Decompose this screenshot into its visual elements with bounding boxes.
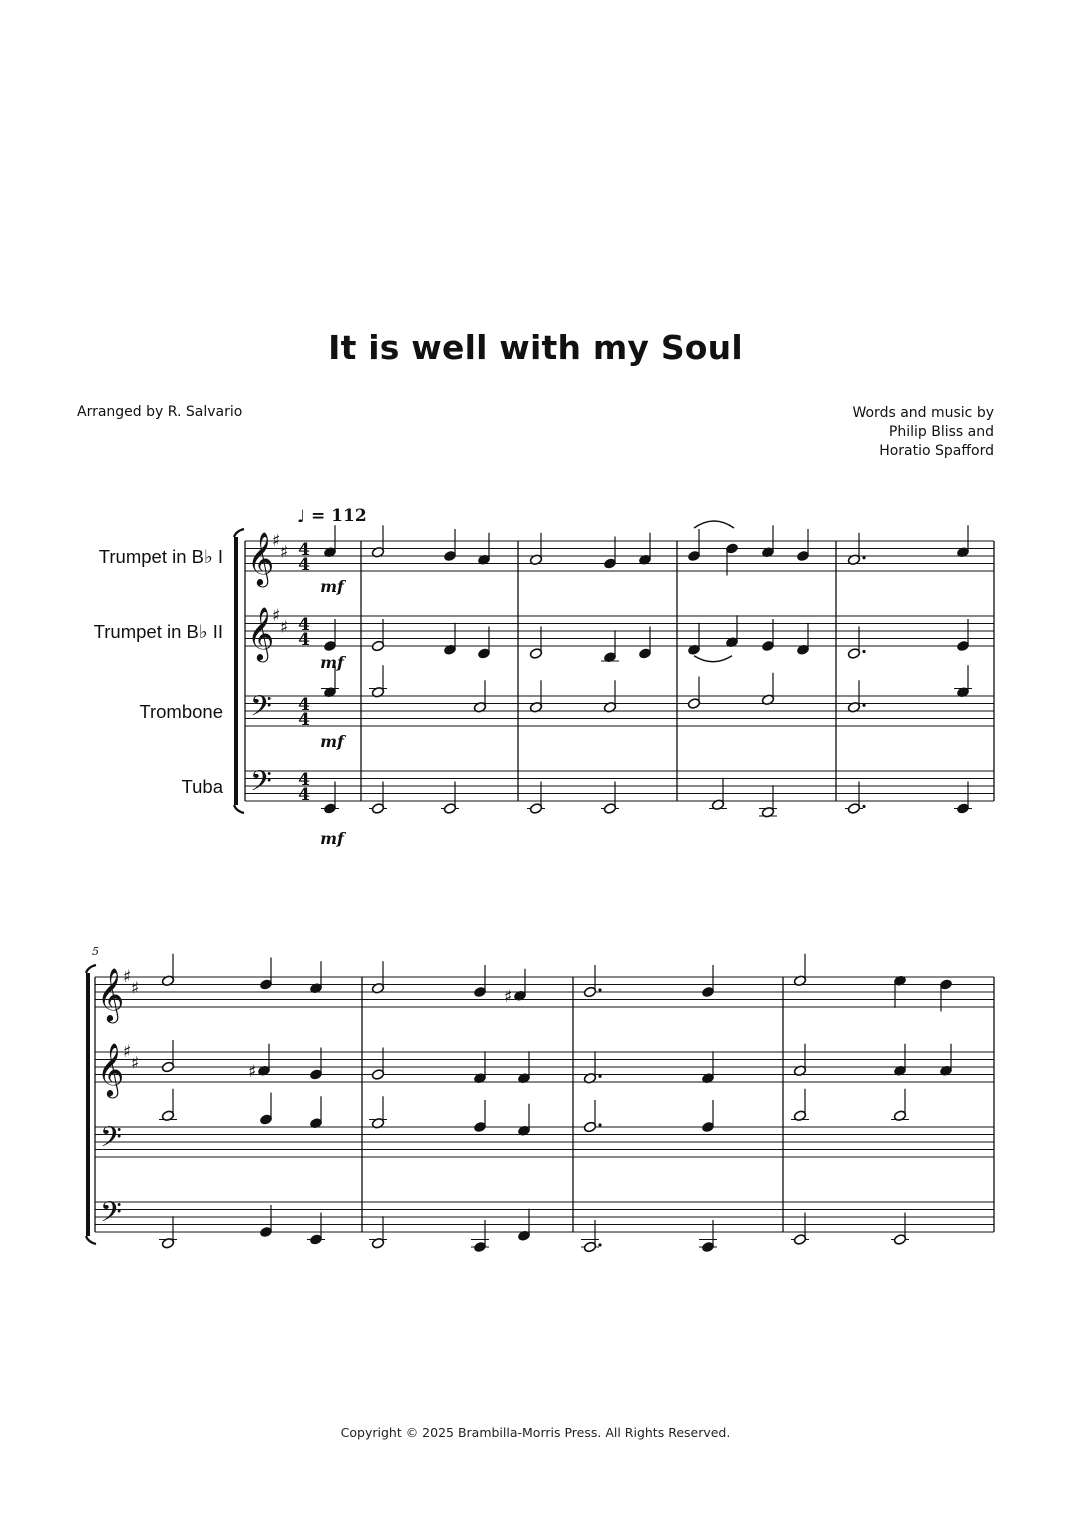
time-signature-denominator: 4	[298, 630, 310, 650]
key-signature-sharp-icon: ♯	[280, 617, 289, 638]
treble-clef-icon: 𝄞	[97, 1042, 125, 1096]
bracket-cap	[234, 529, 244, 537]
bracket-cap	[86, 965, 96, 973]
system-bracket	[86, 973, 90, 1236]
note-dot	[862, 805, 865, 808]
note-dot	[598, 1243, 601, 1246]
instrument-label-trumpet-1: Trumpet in B♭ I	[98, 546, 223, 567]
dynamic-marking: mf	[320, 577, 344, 596]
key-signature-sharp-icon: ♯	[131, 978, 140, 999]
treble-clef-icon: 𝄞	[247, 606, 275, 660]
piece-title: It is well with my Soul	[328, 328, 743, 367]
note-dot	[598, 1075, 601, 1078]
instrument-label-trombone: Trombone	[139, 701, 223, 722]
key-signature-sharp-icon: ♯	[272, 531, 281, 551]
note-dot	[598, 988, 601, 991]
composer-line: Horatio Spafford	[879, 443, 994, 459]
time-signature-numerator: 4	[298, 770, 310, 790]
time-signature-denominator: 4	[298, 710, 310, 730]
note-dot	[862, 704, 865, 707]
key-signature-sharp-icon: ♯	[272, 606, 281, 626]
bass-clef-icon: 𝄢	[100, 1196, 122, 1236]
slur	[694, 521, 734, 528]
composer-line: Words and music by	[852, 405, 994, 421]
time-signature-numerator: 4	[298, 695, 310, 715]
copyright-notice: Copyright © 2025 Brambilla-Morris Press. All Rights Reserved.	[340, 1425, 731, 1440]
tempo-marking: = 112	[311, 506, 367, 526]
note-dot	[598, 1123, 601, 1126]
dynamic-marking: mf	[320, 829, 344, 848]
time-signature-numerator: 4	[298, 540, 310, 560]
note-dot	[862, 650, 865, 653]
measure-number: 5	[92, 945, 99, 958]
instrument-label-tuba: Tuba	[181, 776, 223, 797]
key-signature-sharp-icon: ♯	[123, 1042, 132, 1062]
accidental-sharp-icon: ♯	[248, 1061, 257, 1082]
key-signature-sharp-icon: ♯	[280, 542, 289, 563]
treble-clef-icon: 𝄞	[97, 967, 125, 1021]
bass-clef-icon: 𝄢	[250, 765, 272, 805]
composer-line: Philip Bliss and	[888, 424, 994, 440]
instrument-label-trumpet-2: Trumpet in B♭ II	[93, 621, 223, 642]
time-signature-denominator: 4	[298, 785, 310, 805]
arranger-credit: Arranged by R. Salvario	[77, 404, 243, 420]
bracket-cap	[234, 805, 244, 813]
bass-clef-icon: 𝄢	[100, 1121, 122, 1161]
treble-clef-icon: 𝄞	[247, 531, 275, 585]
dynamic-marking: mf	[320, 653, 344, 672]
system-bracket	[234, 537, 238, 805]
time-signature-denominator: 4	[298, 555, 310, 575]
time-signature-numerator: 4	[298, 615, 310, 635]
accidental-sharp-icon: ♯	[504, 986, 513, 1007]
note-dot	[862, 556, 865, 559]
key-signature-sharp-icon: ♯	[131, 1053, 140, 1074]
bracket-cap	[86, 1236, 96, 1244]
slur	[694, 656, 732, 662]
key-signature-sharp-icon: ♯	[123, 967, 132, 987]
dynamic-marking: mf	[320, 732, 344, 751]
tempo-note-icon: ♩	[297, 507, 306, 527]
bass-clef-icon: 𝄢	[250, 690, 272, 730]
